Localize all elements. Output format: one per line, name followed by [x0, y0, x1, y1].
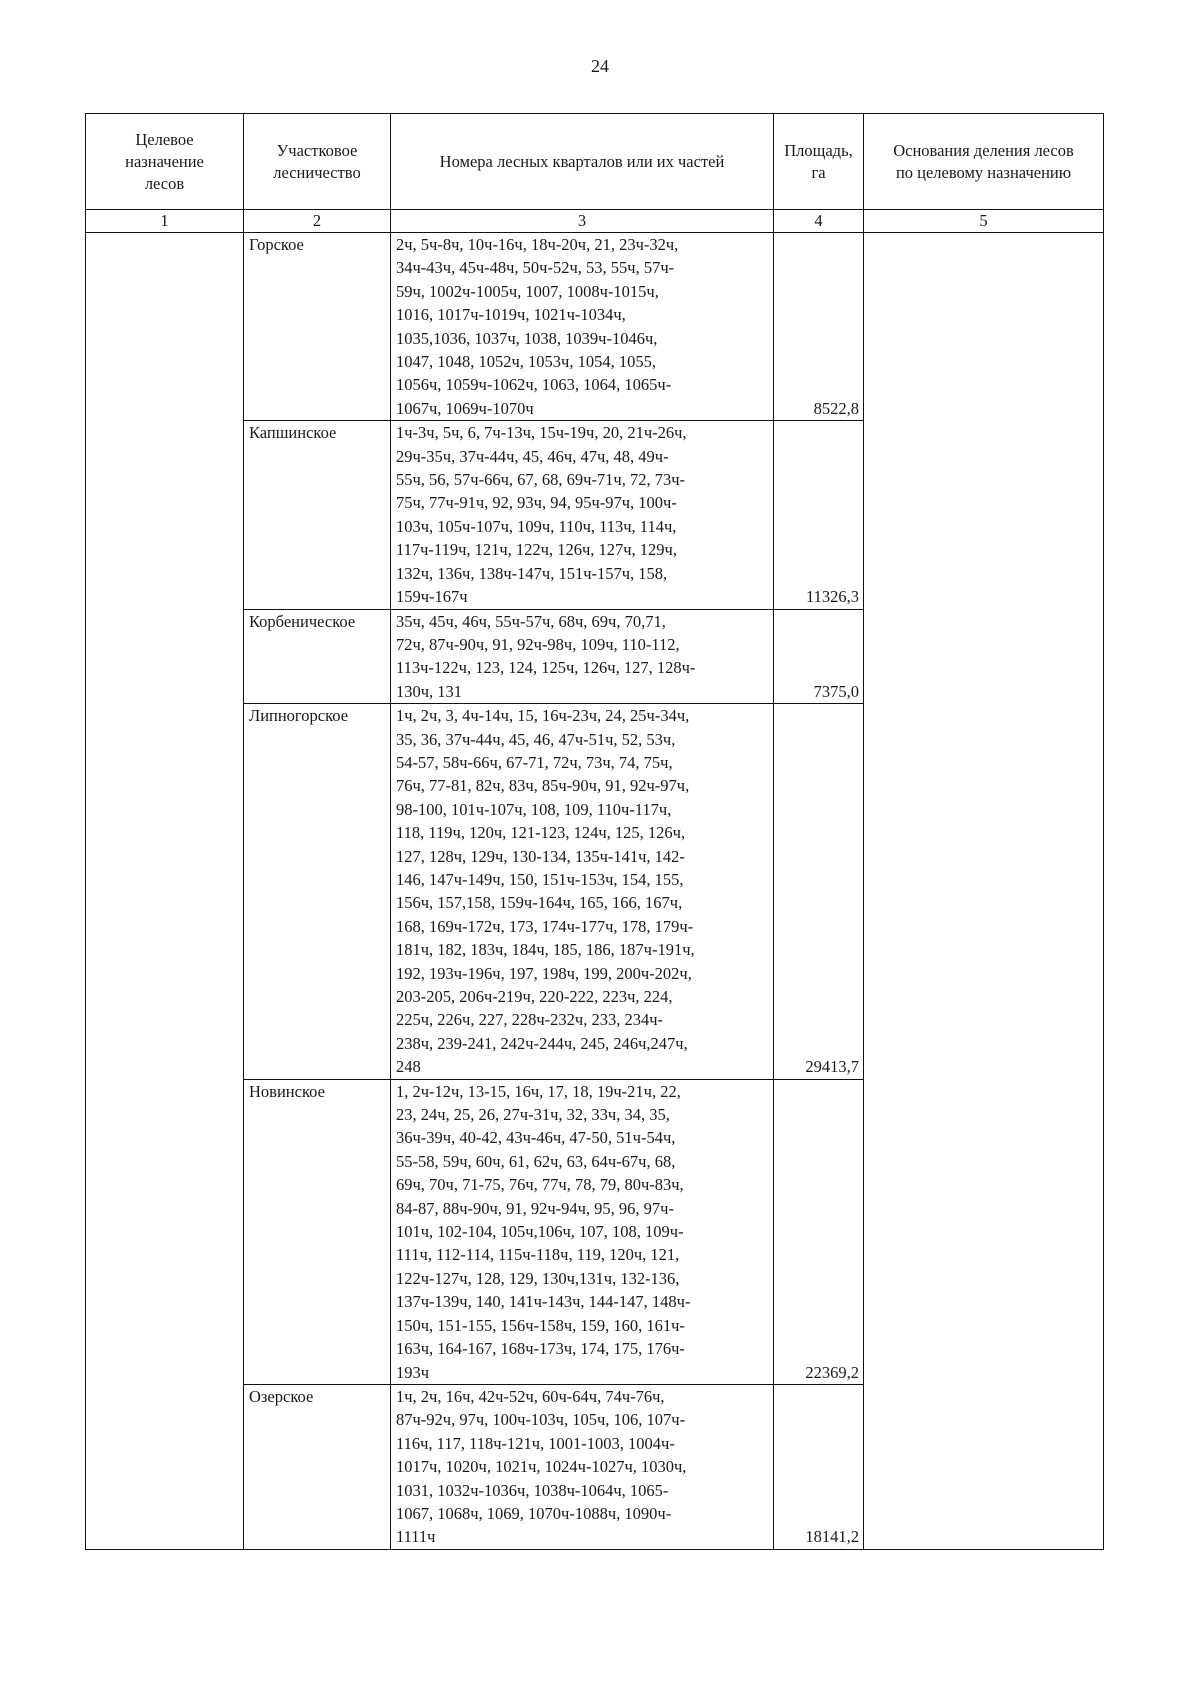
quarters-line: 122ч-127ч, 128, 129, 130ч,131ч, 132-136,	[396, 1268, 680, 1288]
quarters-line: 2ч, 5ч-8ч, 10ч-16ч, 18ч-20ч, 21, 23ч-32ч,	[396, 235, 679, 254]
header-line: Основания деления лесов	[893, 140, 1074, 160]
quarters-line: 1111ч	[396, 1527, 436, 1547]
quarters-line: 36ч-39ч, 40-42, 43ч-46ч, 47-50, 51ч-54ч,	[396, 1128, 676, 1148]
header-area	[774, 114, 864, 210]
quarters-line: 1016, 1017ч-1019ч, 1021ч-1034ч,	[396, 305, 626, 325]
quarters-line: 203-205, 206ч-219ч, 220-222, 223ч, 224,	[396, 987, 673, 1006]
quarters-line: 137ч-139ч, 140, 141ч-143ч, 144-147, 148ч-	[396, 1292, 691, 1312]
quarters-line: 117ч-119ч, 121ч, 122ч, 126ч, 127ч, 129ч,	[396, 540, 677, 560]
district-name: Капшинское	[244, 421, 391, 609]
header-quarters	[391, 114, 774, 210]
forest-quarters	[391, 233, 774, 421]
quarters-line: 150ч, 151-155, 156ч-158ч, 159, 160, 161ч-	[396, 1315, 685, 1335]
quarters-line: 163ч, 164-167, 168ч-173ч, 174, 175, 176ч-	[396, 1339, 685, 1359]
area-value: 22369,2	[774, 1079, 864, 1384]
area-value: 11326,3	[774, 421, 864, 609]
header-line: га	[811, 162, 826, 182]
quarters-line: 76ч, 77-81, 82ч, 83ч, 85ч-90ч, 91, 92ч-97ч,	[396, 776, 690, 796]
quarters-line: 35, 36, 37ч-44ч, 45, 46, 47ч-51ч, 52, 53ч,	[396, 729, 676, 749]
quarters-line: 1017ч, 1020ч, 1021ч, 1024ч-1027ч, 1030ч,	[396, 1457, 687, 1477]
quarters-line: 72ч, 87ч-90ч, 91, 92ч-98ч, 109ч, 110-112,	[396, 634, 680, 654]
column-number: 3	[391, 210, 774, 233]
quarters-line: 192, 193ч-196ч, 197, 198ч, 199, 200ч-202ч,	[396, 963, 692, 983]
quarters-line: 1056ч, 1059ч-1062ч, 1063, 1064, 1065ч-	[396, 375, 672, 395]
table-body	[86, 233, 1104, 1550]
area-value: 18141,2	[774, 1384, 864, 1549]
column-number: 1	[86, 210, 244, 233]
area-value: 8522,8	[774, 233, 864, 421]
forest-quarters	[391, 1384, 774, 1549]
quarters-line: 1035,1036, 1037ч, 1038, 1039ч-1046ч,	[396, 328, 658, 348]
quarters-line: 1047, 1048, 1052ч, 1053ч, 1054, 1055,	[396, 352, 656, 372]
purpose-cell	[86, 233, 244, 1550]
quarters-line: 35ч, 45ч, 46ч, 55ч-57ч, 68ч, 69ч, 70,71,	[396, 611, 666, 631]
quarters-line: 225ч, 226ч, 227, 228ч-232ч, 233, 234ч-	[396, 1010, 663, 1030]
quarters-line: 113ч-122ч, 123, 124, 125ч, 126ч, 127, 128ч-	[396, 658, 696, 678]
quarters-line: 75ч, 77ч-91ч, 92, 93ч, 94, 95ч-97ч, 100ч-	[396, 493, 677, 513]
area-value: 29413,7	[774, 704, 864, 1080]
header-line: по целевому назначению	[895, 162, 1072, 182]
quarters-line: 34ч-43ч, 45ч-48ч, 50ч-52ч, 53, 55ч, 57ч-	[396, 258, 675, 278]
table-header-row	[86, 114, 1104, 210]
quarters-line: 1067, 1068ч, 1069, 1070ч-1088ч, 1090ч-	[396, 1503, 672, 1523]
header-line: Номера лесных кварталов или их частей	[439, 151, 725, 171]
quarters-line: 159ч-167ч	[396, 587, 468, 607]
quarters-line: 54-57, 58ч-66ч, 67-71, 72ч, 73ч, 74, 75ч,	[396, 752, 673, 772]
header-line: назначение	[125, 151, 204, 171]
quarters-line: 1ч-3ч, 5ч, 6, 7ч-13ч, 15ч-19ч, 20, 21ч-26ч,	[396, 423, 687, 443]
quarters-line: 98-100, 101ч-107ч, 108, 109, 110ч-117ч,	[396, 799, 672, 819]
quarters-line: 181ч, 182, 183ч, 184ч, 185, 186, 187ч-191ч,	[396, 940, 695, 960]
district-name: Горское	[244, 233, 391, 421]
quarters-line: 1031, 1032ч-1036ч, 1038ч-1064ч, 1065-	[396, 1480, 669, 1500]
page-number: 24	[591, 56, 609, 76]
area-value: 7375,0	[774, 609, 864, 704]
header-line: лесничество	[273, 162, 361, 182]
quarters-line: 1ч, 2ч, 16ч, 42ч-52ч, 60ч-64ч, 74ч-76ч,	[396, 1386, 665, 1406]
quarters-line: 156ч, 157,158, 159ч-164ч, 165, 166, 167ч,	[396, 893, 683, 913]
quarters-line: 69ч, 70ч, 71-75, 76ч, 77ч, 78, 79, 80ч-83ч,	[396, 1175, 684, 1195]
column-number-row	[86, 210, 1104, 233]
forest-quarters	[391, 421, 774, 609]
header-line: Площадь,	[784, 140, 853, 160]
table-row	[86, 233, 1104, 421]
quarters-line: 127, 128ч, 129ч, 130-134, 135ч-141ч, 142-	[396, 846, 685, 866]
quarters-line: 1ч, 2ч, 3, 4ч-14ч, 15, 16ч-23ч, 24, 25ч-34ч,	[396, 706, 690, 726]
quarters-line: 248	[396, 1057, 421, 1077]
quarters-line: 111ч, 112-114, 115ч-118ч, 119, 120ч, 121,	[396, 1245, 680, 1265]
quarters-line: 130ч, 131	[396, 681, 463, 701]
quarters-line: 55ч, 56, 57ч-66ч, 67, 68, 69ч-71ч, 72, 73ч-	[396, 470, 686, 490]
column-number: 5	[864, 210, 1104, 233]
quarters-line: 84-87, 88ч-90ч, 91, 92ч-94ч, 95, 96, 97ч-	[396, 1198, 674, 1218]
header-basis	[864, 114, 1104, 210]
forest-quarters	[391, 704, 774, 1080]
quarters-line: 59ч, 1002ч-1005ч, 1007, 1008ч-1015ч,	[396, 281, 659, 301]
quarters-line: 168, 169ч-172ч, 173, 174ч-177ч, 178, 179ч-	[396, 916, 694, 936]
forest-purpose-table	[85, 113, 1104, 1550]
quarters-line: 55-58, 59ч, 60ч, 61, 62ч, 63, 64ч-67ч, 68,	[396, 1151, 676, 1171]
quarters-line: 23, 24ч, 25, 26, 27ч-31ч, 32, 33ч, 34, 35,	[396, 1105, 670, 1125]
district-name: Новинское	[244, 1079, 391, 1384]
district-name: Озерское	[244, 1384, 391, 1549]
quarters-line: 103ч, 105ч-107ч, 109ч, 110ч, 113ч, 114ч,	[396, 516, 677, 536]
quarters-line: 1, 2ч-12ч, 13-15, 16ч, 17, 18, 19ч-21ч, 22,	[396, 1081, 681, 1101]
quarters-line: 118, 119ч, 120ч, 121-123, 124ч, 125, 126ч,	[396, 823, 686, 843]
district-name: Корбеническое	[244, 609, 391, 704]
header-purpose	[86, 114, 244, 210]
forest-quarters	[391, 609, 774, 704]
quarters-line: 116ч, 117, 118ч-121ч, 1001-1003, 1004ч-	[396, 1433, 675, 1453]
quarters-line: 29ч-35ч, 37ч-44ч, 45, 46ч, 47ч, 48, 49ч-	[396, 446, 669, 466]
header-line: Участковое	[276, 140, 358, 160]
header-line: лесов	[144, 173, 185, 193]
quarters-line: 193ч	[396, 1362, 430, 1382]
quarters-line: 238ч, 239-241, 242ч-244ч, 245, 246ч,247ч,	[396, 1033, 688, 1053]
header-district	[244, 114, 391, 210]
forest-quarters	[391, 1079, 774, 1384]
quarters-line: 101ч, 102-104, 105ч,106ч, 107, 108, 109ч-	[396, 1222, 684, 1242]
quarters-line: 87ч-92ч, 97ч, 100ч-103ч, 105ч, 106, 107ч-	[396, 1410, 686, 1430]
column-number: 2	[244, 210, 391, 233]
header-line: Целевое	[135, 129, 194, 149]
quarters-line: 1067ч, 1069ч-1070ч	[396, 398, 534, 418]
quarters-line: 132ч, 136ч, 138ч-147ч, 151ч-157ч, 158,	[396, 563, 668, 583]
quarters-line: 146, 147ч-149ч, 150, 151ч-153ч, 154, 155,	[396, 869, 684, 889]
column-number: 4	[774, 210, 864, 233]
basis-cell	[864, 233, 1104, 1550]
district-name: Липногорское	[244, 704, 391, 1080]
